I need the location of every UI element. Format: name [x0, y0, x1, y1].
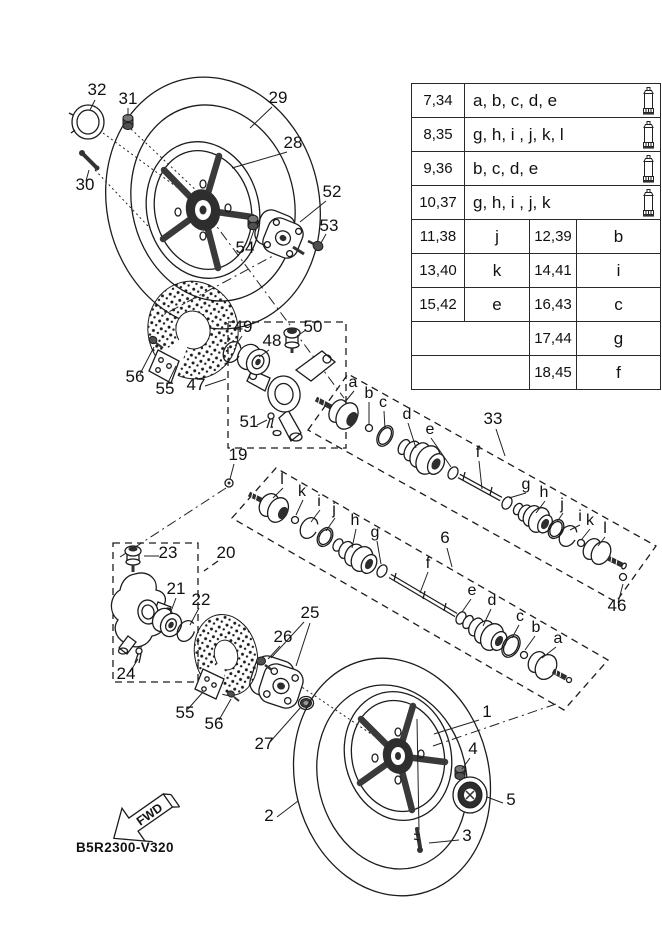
ref-ids: 9,36	[412, 152, 465, 186]
callout-50: 50	[303, 317, 323, 336]
wheel-nut-upper	[123, 115, 133, 130]
grease-tube-icon	[642, 155, 655, 183]
hub-bolt-lower	[257, 657, 273, 670]
letter-d-lower: d	[487, 592, 497, 609]
callout-31: 31	[118, 89, 138, 108]
letter-g-upper: g	[521, 476, 531, 493]
grease-tube-icon	[642, 87, 655, 115]
callout-49: 49	[233, 317, 253, 336]
ref-ids: 14,41	[530, 254, 577, 288]
callout-20: 20	[216, 543, 236, 562]
letter-c-lower: c	[516, 608, 524, 625]
callout-19: 19	[228, 445, 248, 464]
part-letter: k	[465, 254, 530, 288]
ref-ids: 12,39	[530, 220, 577, 254]
callout-4: 4	[468, 739, 478, 758]
callout-32: 32	[87, 80, 107, 99]
callout-56-upper: 56	[125, 367, 145, 386]
shaft-circlip	[620, 574, 627, 581]
callout-6: 6	[440, 528, 450, 547]
letter-h-upper: h	[539, 484, 549, 501]
knuckle-bolt-19	[225, 479, 233, 487]
parts-list: g, h, i , j, k	[473, 192, 551, 212]
callout-26: 26	[273, 627, 293, 646]
hub-nut-upper	[248, 215, 258, 230]
grease-tube-icon	[642, 121, 655, 149]
letter-j-lower: j	[332, 501, 336, 518]
tire-lower	[269, 637, 515, 917]
letter-f-upper: f	[475, 444, 481, 461]
ref-ids: 8,35	[412, 118, 465, 152]
callout-24: 24	[116, 664, 136, 683]
callout-5: 5	[506, 790, 516, 809]
part-letter: b	[577, 220, 661, 254]
callout-23: 23	[158, 543, 178, 562]
grease-tube-icon	[642, 189, 655, 217]
callout-21: 21	[166, 579, 186, 598]
letter-e-upper: e	[425, 421, 435, 438]
callout-3: 3	[462, 826, 472, 845]
ref-ids: 15,42	[412, 288, 465, 322]
empty-cell	[412, 356, 530, 390]
part-letter: g	[577, 322, 661, 356]
letter-a-upper: a	[348, 374, 358, 391]
parts-list: g, h, i , j, k, l	[473, 124, 564, 144]
part-letter: c	[577, 288, 661, 322]
part-letter: f	[577, 356, 661, 390]
letter-g-lower: g	[370, 524, 380, 541]
callout-25: 25	[300, 603, 320, 622]
lubrication-reference-table	[411, 83, 661, 390]
letter-i-lower: i	[317, 493, 321, 510]
lube-row	[412, 288, 661, 322]
letter-i-upper: i	[578, 508, 582, 525]
wheel-assembly-lower	[269, 637, 515, 917]
callout-48: 48	[262, 331, 282, 350]
callout-33: 33	[483, 409, 503, 428]
letter-l-lower: l	[280, 471, 284, 488]
ref-ids: 18,45	[530, 356, 577, 390]
letter-b-upper: b	[364, 385, 374, 402]
lube-row	[412, 84, 661, 118]
callout-46: 46	[607, 596, 627, 615]
callout-22: 22	[191, 590, 211, 609]
lube-row	[412, 322, 661, 356]
callout-53: 53	[319, 216, 339, 235]
drawing-code: B5R2300-V320	[76, 840, 174, 855]
lube-row	[412, 254, 661, 288]
callout-47: 47	[186, 375, 206, 394]
ref-parts	[465, 186, 661, 220]
letter-k-upper: k	[586, 512, 594, 529]
ref-ids: 10,37	[412, 186, 465, 220]
letter-h-lower: h	[350, 512, 360, 529]
callout-29: 29	[268, 88, 288, 107]
hub-cap-lower	[453, 777, 487, 813]
ref-ids: 13,40	[412, 254, 465, 288]
lube-row	[412, 356, 661, 390]
cotter-pin-lower	[135, 648, 142, 663]
callout-28: 28	[283, 133, 303, 152]
letter-k-lower: k	[298, 483, 306, 500]
ref-ids: 11,38	[412, 220, 465, 254]
brake-disc-guard-lower	[186, 608, 266, 703]
hub-cap-upper	[69, 105, 104, 139]
ref-parts	[465, 152, 661, 186]
callout-56-lower: 56	[204, 714, 224, 733]
valve-assembly-line	[417, 719, 419, 830]
ball-joint-lower	[125, 546, 141, 572]
ref-ids: 16,43	[530, 288, 577, 322]
ref-ids: 17,44	[530, 322, 577, 356]
callout-55-lower: 55	[175, 703, 195, 722]
ref-parts	[465, 84, 661, 118]
ref-ids: 7,34	[412, 84, 465, 118]
rim-lower	[331, 680, 465, 832]
lube-row	[412, 118, 661, 152]
callout-51: 51	[239, 412, 259, 431]
empty-cell	[412, 322, 530, 356]
ball-joint-upper	[284, 328, 300, 353]
letter-a-lower: a	[553, 630, 563, 647]
lube-row	[412, 186, 661, 220]
callout-54: 54	[235, 238, 255, 257]
valve-stem-lower	[414, 829, 423, 853]
parts-list: a, b, c, d, e	[473, 90, 558, 110]
lube-row	[412, 220, 661, 254]
letter-b-lower: b	[531, 619, 541, 636]
letter-e-lower: e	[467, 582, 477, 599]
callout-55-upper: 55	[155, 379, 175, 398]
letter-leader-lines	[273, 391, 605, 658]
ref-parts	[465, 118, 661, 152]
letter-d-upper: d	[402, 406, 412, 423]
callout-30: 30	[75, 175, 95, 194]
part-letter: e	[465, 288, 530, 322]
callout-2: 2	[264, 806, 274, 825]
part-letter: i	[577, 254, 661, 288]
parts-list: b, c, d, e	[473, 158, 539, 178]
box-pointer-lower	[204, 561, 218, 571]
letter-c-upper: c	[379, 394, 387, 411]
letter-l-upper: l	[603, 520, 607, 537]
callout-27: 27	[254, 734, 274, 753]
valve-stem-upper	[79, 150, 100, 171]
part-letter: j	[465, 220, 530, 254]
lube-row	[412, 152, 661, 186]
letter-j-upper: j	[560, 496, 564, 513]
callout-52: 52	[322, 182, 342, 201]
letter-f-lower: f	[425, 555, 431, 572]
fwd-label: FWD	[133, 800, 166, 829]
callout-1: 1	[482, 702, 492, 721]
